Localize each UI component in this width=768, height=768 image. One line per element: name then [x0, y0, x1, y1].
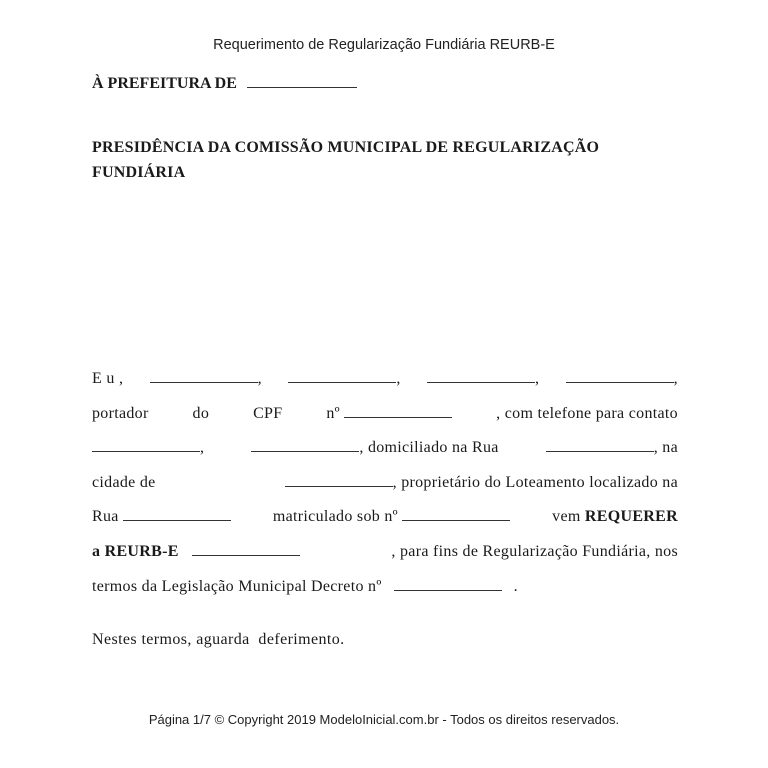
body-line-3 [92, 431, 678, 466]
street-blank[interactable] [546, 439, 654, 452]
request-body [92, 362, 678, 604]
comma: , [257, 370, 262, 387]
body-line-4 [92, 466, 678, 501]
comma: , [534, 370, 540, 387]
closing-text: Nestes termos, aguarda deferimento. [92, 631, 345, 648]
nationality-blank[interactable] [288, 370, 396, 383]
domiciliado-text: , domiciliado na Rua [359, 439, 499, 457]
body-line-6 [92, 535, 678, 570]
eu-text: E u , [92, 370, 124, 387]
addressee-label: À PREFEITURA DE [92, 75, 237, 92]
no-text: nº [326, 404, 340, 422]
na-text: , na [653, 439, 678, 457]
period: . [513, 577, 518, 595]
telefone-text: , com telefone para contato [496, 404, 678, 422]
termos-text: termos da Legislação Municipal Decreto nº [92, 577, 382, 595]
email-blank[interactable] [251, 439, 359, 452]
city-of-residence-blank[interactable] [285, 474, 393, 487]
vem-text: vem [552, 508, 581, 526]
lot-street-blank[interactable] [123, 508, 231, 521]
decree-blank[interactable] [394, 578, 502, 591]
addressee-line [92, 75, 357, 93]
presidency-heading: PRESIDÊNCIA DA COMISSÃO MUNICIPAL DE REGULARIZAÇÃO FUNDIÁRIA [92, 139, 600, 181]
comma: , [396, 370, 401, 387]
reurb-blank[interactable] [192, 543, 300, 556]
portador-text: portador [92, 404, 149, 422]
phone-blank[interactable] [92, 439, 200, 452]
do-text: do [192, 404, 210, 422]
cidade-text: cidade de [92, 473, 156, 491]
marital-status-blank[interactable] [427, 370, 535, 383]
comma: , [673, 370, 678, 387]
document-header: Requerimento de Regularização Fundiária REURB-E [213, 37, 555, 53]
rua-text: Rua [92, 508, 119, 526]
city-blank[interactable] [247, 75, 357, 88]
body-line-5 [92, 500, 678, 535]
cpf-text: CPF [253, 404, 283, 422]
para-fins-text: , para fins de Regularização Fundiária, nos [391, 542, 678, 560]
reurb-text: a REURB-E [92, 542, 179, 560]
page-footer: Página 1/7 © Copyright 2019 ModeloInicial.com.br - Todos os direitos reservados. [148, 712, 620, 727]
registration-blank[interactable] [402, 508, 510, 521]
body-line-2 [92, 397, 678, 432]
body-line-1 [92, 362, 678, 397]
comma: , [200, 439, 205, 457]
body-line-7 [92, 570, 678, 605]
cpf-blank[interactable] [344, 405, 452, 418]
requerer-text: REQUERER [584, 508, 678, 526]
matriculado-text: matriculado sob nº [272, 508, 398, 526]
profession-blank[interactable] [566, 370, 674, 383]
proprietario-text: , proprietário do Loteamento localizado na [392, 473, 678, 491]
name-blank[interactable] [150, 370, 258, 383]
